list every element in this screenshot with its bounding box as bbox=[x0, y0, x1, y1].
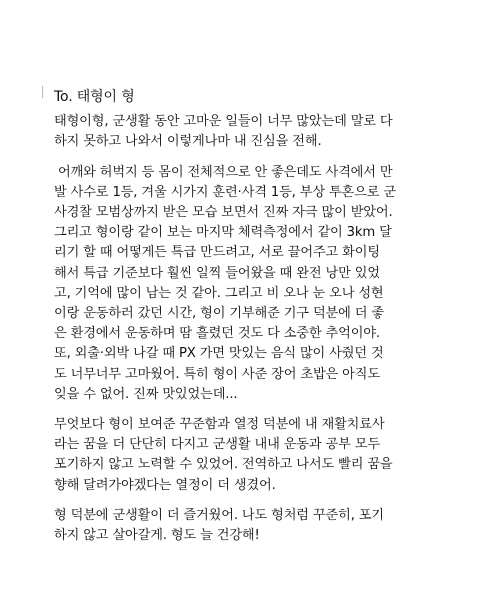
paragraph-4 bbox=[54, 506, 474, 546]
text-line: 발 사수로 1등, 겨울 시가지 훈련·사격 1등, 부상 투혼으로 군 bbox=[54, 184, 396, 200]
text-line: 하지 못하고 나와서 이렇게나마 내 진심을 전해. bbox=[54, 134, 322, 150]
text-line: 은 환경에서 운동하며 땀 흘렸던 것도 다 소중한 추억이야. bbox=[54, 326, 380, 342]
text-line: 잊을 수 없어. 진짜 맛있었는데... bbox=[54, 386, 238, 402]
text-line: 형 덕분에 군생활이 더 즐거웠어. 나도 형처럼 꾸준히, 포기 bbox=[54, 507, 384, 523]
text-line: 이랑 운동하러 갔던 시간, 형이 기부해준 기구 덕분에 더 좋 bbox=[54, 306, 384, 322]
text-line: 포기하지 않고 노력할 수 있었어. 전역하고 나서도 빨리 꿈을 bbox=[54, 457, 393, 473]
text-line: 태형이형, 군생활 동안 고마운 일들이 너무 많았는데 말로 다 bbox=[54, 114, 393, 130]
text-line: 그리고 형이랑 같이 보는 마지막 체력측정에서 같이 3km 달 bbox=[54, 225, 392, 241]
paragraph-1 bbox=[54, 112, 474, 152]
text-line: 향해 달려가야겠다는 열정이 더 생겼어. bbox=[54, 477, 276, 493]
text-line: 하지 않고 살아갈게. 형도 늘 건강해! bbox=[54, 528, 260, 544]
text-cursor bbox=[42, 86, 43, 98]
text-line: 해서 특급 기준보다 훨씬 일찍 들어왔을 때 완전 낭만 있었 bbox=[54, 265, 380, 281]
text-line: 또, 외출·외박 나갈 때 PX 가면 맛있는 음식 많이 사줬던 것 bbox=[54, 346, 384, 362]
text-line: 도 너무너무 고마웠어. 특히 형이 사준 장어 초밥은 아직도 bbox=[54, 366, 380, 382]
letter-body[interactable] bbox=[54, 87, 474, 556]
paragraph-3 bbox=[54, 415, 474, 496]
text-line: 리기 할 때 어떻게든 특급 만드려고, 서로 끌어주고 화이팅 bbox=[54, 245, 380, 261]
text-line: 라는 꿈을 더 단단히 다지고 군생활 내내 운동과 공부 모두 bbox=[54, 437, 380, 453]
text-line: 무엇보다 형이 보여준 꾸준함과 열정 덕분에 내 재활치료사 bbox=[54, 417, 385, 433]
text-line: 사경찰 모범상까지 받은 모습 보면서 진짜 자극 많이 받았어. bbox=[54, 205, 393, 221]
text-line: 어깨와 허벅지 등 몸이 전체적으로 안 좋은데도 사격에서 만 bbox=[58, 164, 393, 180]
letter-greeting: To. 태형이 형 bbox=[54, 89, 135, 105]
text-line: 고, 기억에 많이 남는 것 같아. 그리고 비 오나 눈 오나 성현 bbox=[54, 285, 384, 301]
paragraph-2 bbox=[54, 163, 474, 405]
